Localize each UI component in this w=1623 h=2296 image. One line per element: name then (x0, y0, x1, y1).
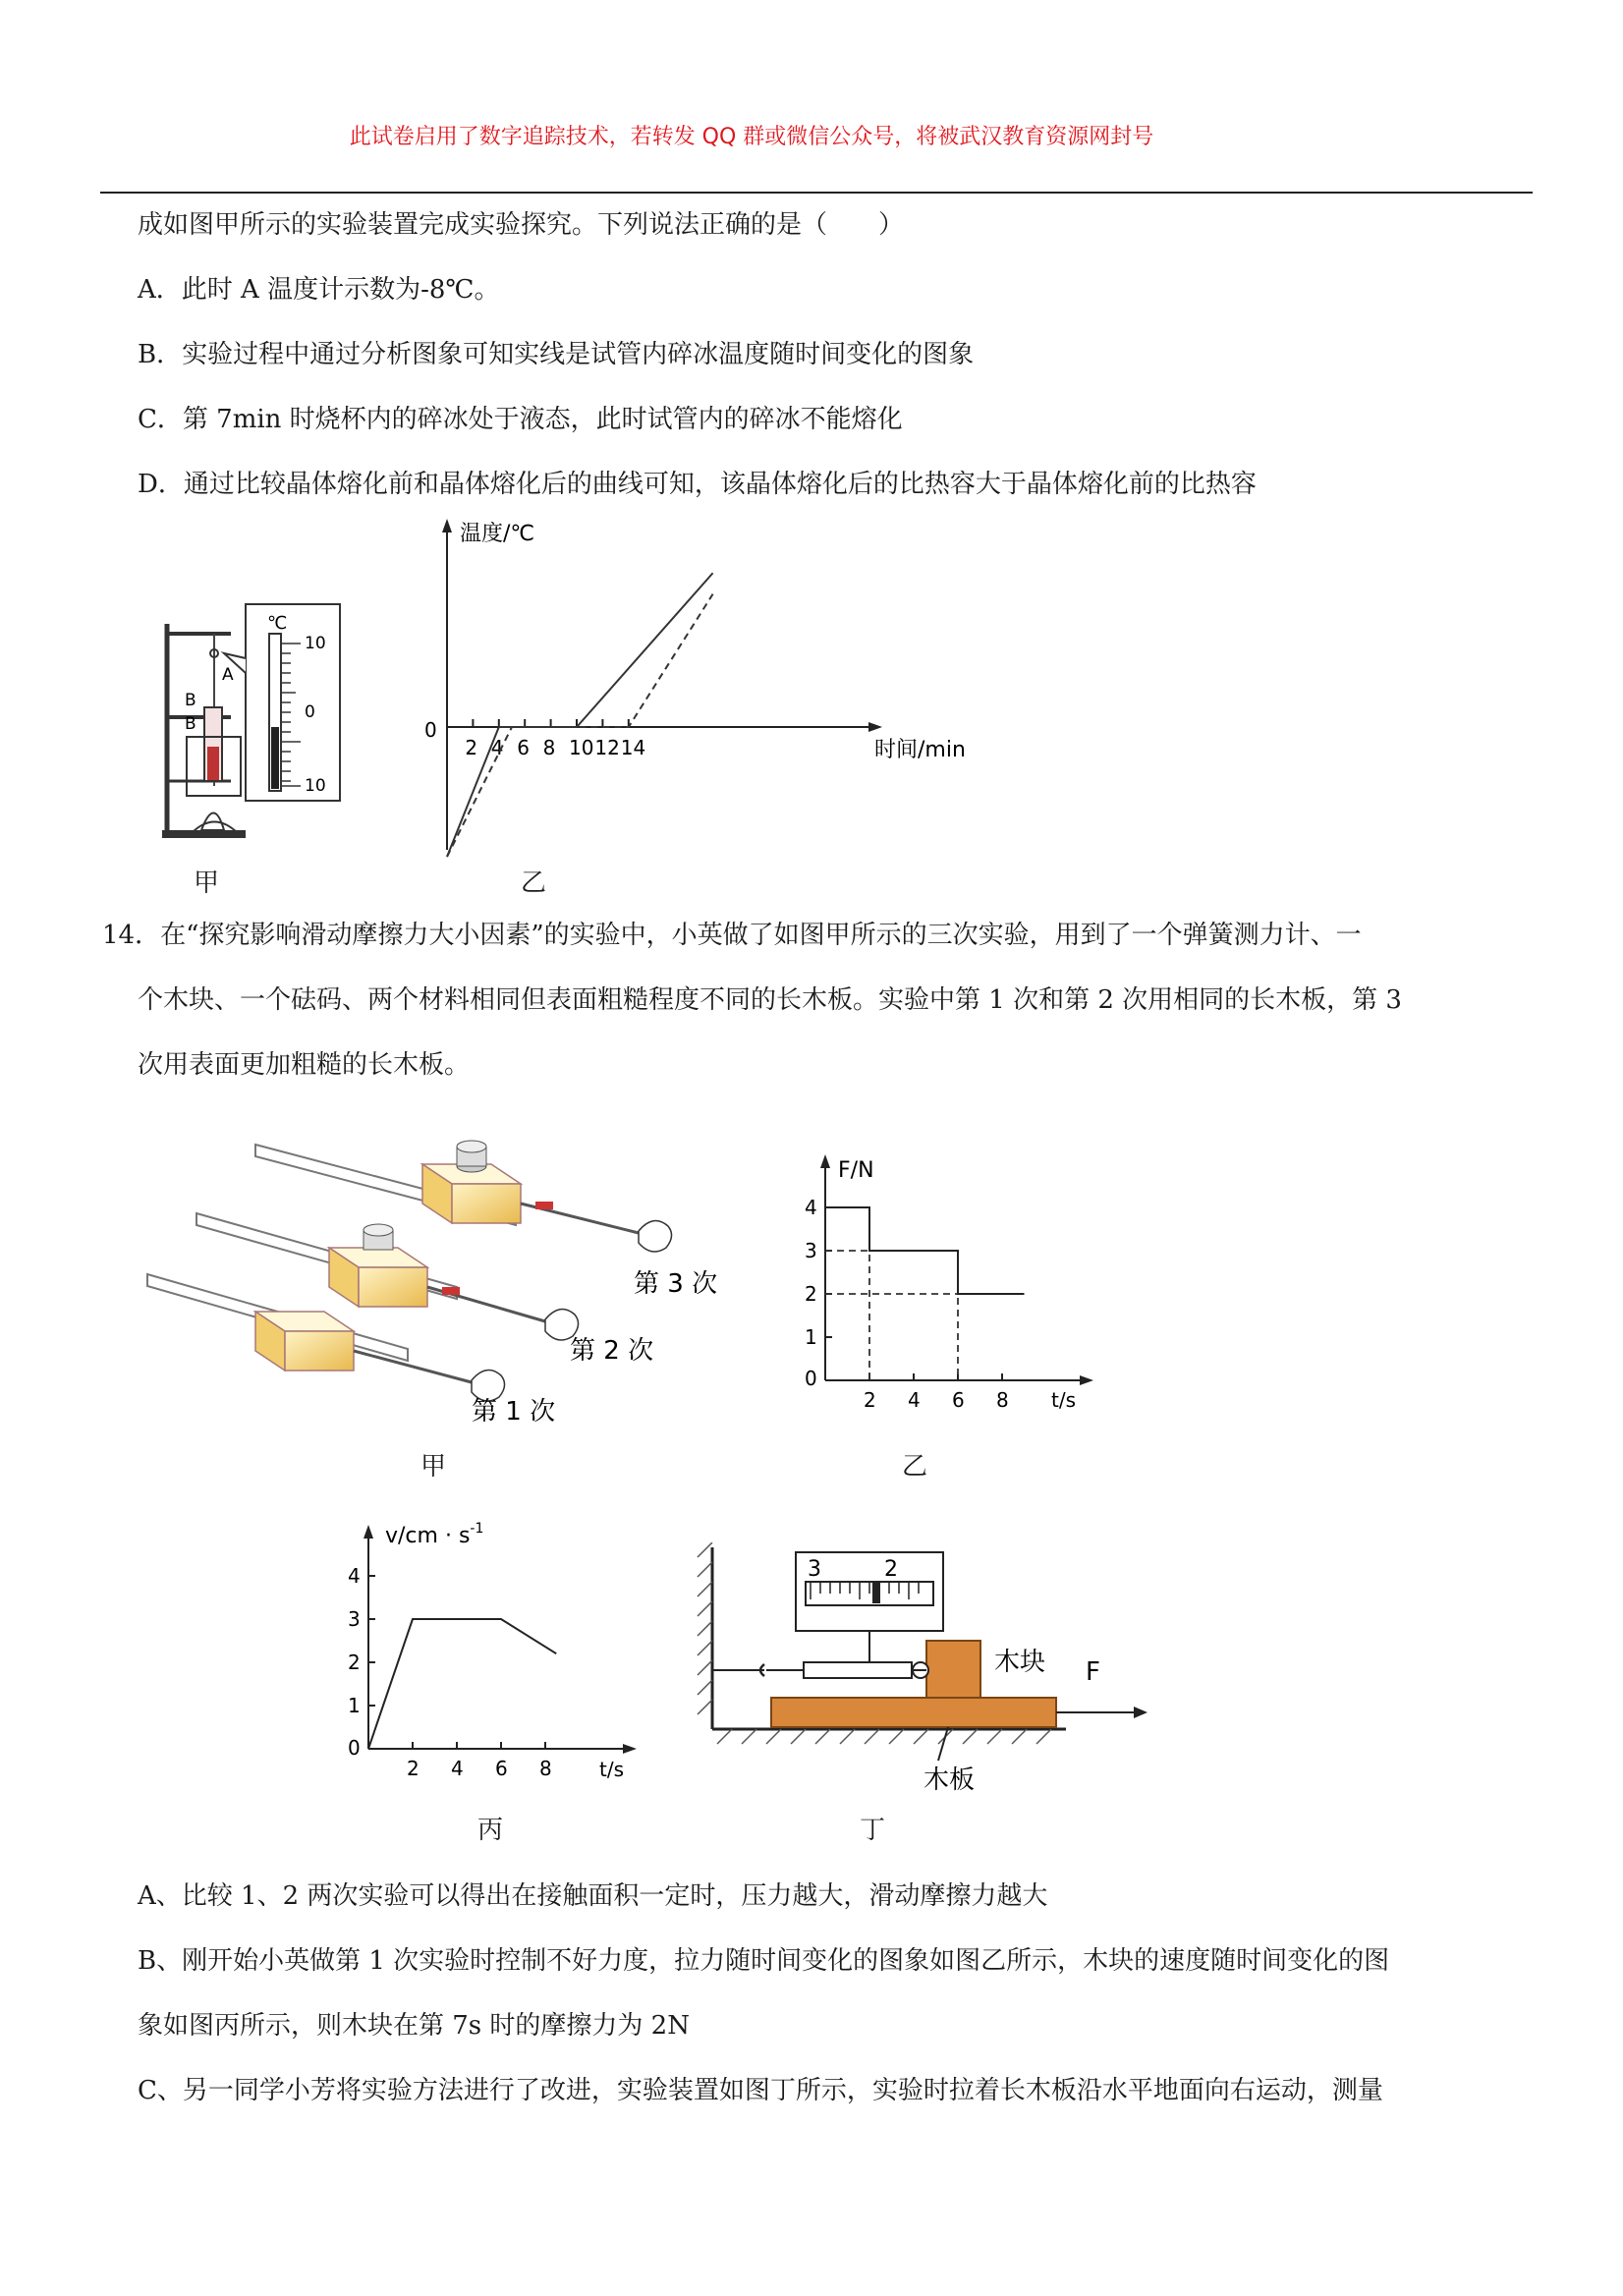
temperature-y-label: 温度/℃ (460, 522, 535, 546)
q14-caption-ding: 丁 (860, 1816, 886, 1845)
scale-mark-3: 3 (808, 1557, 821, 1582)
dashed-series-line (447, 594, 713, 857)
q13-option-c: C．第 7min 时烧杯内的碎冰处于液态，此时试管内的碎冰不能熔化 (138, 405, 903, 434)
q13-option-a: A．此时 A 温度计示数为-8℃。 (138, 275, 500, 305)
trial2-label: 第 2 次 (570, 1336, 654, 1366)
scale-mark-2: 2 (884, 1557, 898, 1582)
x-tick-label: 8 (539, 1757, 552, 1778)
trial3-label: 第 3 次 (634, 1269, 718, 1299)
q14-trials-figure (138, 1115, 766, 1434)
y-tick-label: 4 (348, 1564, 361, 1588)
q14-option-b-line1: B、刚开始小英做第 1 次实验时控制不好力度，拉力随时间变化的图象如图乙所示，木块的速度随时间变化的图 (138, 1946, 1390, 1976)
x-tick-label: 2 (864, 1388, 876, 1412)
label-b1: B (185, 691, 196, 710)
x-tick-label: 4 (908, 1388, 921, 1412)
x-tick-label: 4 (490, 736, 504, 759)
q13-caption-yi: 乙 (521, 868, 547, 898)
y-tick-label: 3 (805, 1239, 817, 1262)
temperature-origin: 0 (424, 718, 437, 742)
board-label: 木板 (923, 1765, 976, 1795)
force-origin: 0 (805, 1367, 817, 1390)
q14-force-chart (791, 1149, 1105, 1415)
q14-option-b-line2: 象如图丙所示，则木块在第 7s 时的摩擦力为 2N (138, 2011, 690, 2041)
q14-option-c: C、另一同学小芳将实验方法进行了改进，实验装置如图丁所示，实验时拉着长木板沿水平地面向右运动，测量 (138, 2076, 1383, 2105)
trial1-label: 第 1 次 (472, 1397, 556, 1427)
thermometer-unit: ℃ (267, 613, 288, 634)
q14-stem-line3: 次用表面更加粗糙的长木板。 (138, 1050, 471, 1080)
x-tick-label: 2 (465, 736, 478, 759)
q14-improved-setup-figure (688, 1542, 1159, 1808)
thermometer-tick-top: 10 (305, 634, 326, 653)
q13-option-b: B．实验过程中通过分析图象可知实线是试管内碎冰温度随时间变化的图象 (138, 340, 975, 369)
x-tick-label: 10 (569, 736, 594, 759)
y-tick-label: 1 (348, 1694, 361, 1717)
thermometer-tick-mid: 0 (305, 702, 315, 722)
q13-option-d: D．通过比较晶体熔化前和晶体熔化后的曲线可知，该晶体熔化后的比热容大于晶体熔化前的比热容 (138, 470, 1257, 499)
y-tick-label: 4 (805, 1196, 817, 1219)
x-tick-label: 8 (542, 736, 556, 759)
x-tick-label: 12 (594, 736, 620, 759)
q14-stem-line1: 14．在“探究影响滑动摩擦力大小因素”的实验中，小英做了如图甲所示的三次实验，用到了一个弹簧测力计、一 (102, 921, 1362, 950)
q13-temperature-chart (413, 511, 1002, 865)
label-a: A (222, 665, 234, 685)
thermometer-tick-bottom: 10 (305, 776, 326, 796)
y-tick-label: 2 (348, 1651, 361, 1674)
x-tick-label: 6 (495, 1757, 508, 1778)
x-tick-label: 14 (620, 736, 646, 759)
label-b2: B (185, 714, 196, 734)
x-tick-label: 6 (517, 736, 530, 759)
q14-velocity-chart (334, 1513, 648, 1778)
force-label: F (1086, 1657, 1100, 1687)
velocity-origin: 0 (348, 1736, 361, 1760)
q14-caption-jia: 甲 (420, 1452, 447, 1482)
velocity-x-label: t/s (599, 1758, 624, 1778)
velocity-series-line (368, 1619, 556, 1749)
q13-apparatus-figure (147, 589, 354, 855)
time-x-label: 时间/min (874, 738, 966, 762)
force-x-label: t/s (1051, 1388, 1076, 1412)
x-tick-label: 2 (407, 1757, 420, 1778)
q13-lead: 成如图甲所示的实验装置完成实验探究。下列说法正确的是（ ） (138, 210, 905, 240)
header-rule (100, 192, 1533, 194)
q14-caption-bing: 丙 (477, 1816, 504, 1845)
q14-caption-yi: 乙 (902, 1452, 928, 1482)
velocity-y-label: $v/cm \cdot s^{-1}$ (385, 1521, 484, 1548)
force-y-label: F/N (838, 1158, 874, 1183)
x-tick-label: 8 (996, 1388, 1009, 1412)
q14-stem-line2: 个木块、一个砝码、两个材料相同但表面粗糙程度不同的长木板。实验中第 1 次和第 2 次用相同的长木板，第 3 (138, 985, 1402, 1015)
y-tick-label: 3 (348, 1607, 361, 1631)
q14-option-a: A、比较 1、2 两次实验可以得出在接触面积一定时，压力越大，滑动摩擦力越大 (138, 1881, 1048, 1911)
block-label: 木块 (994, 1648, 1046, 1677)
x-tick-label: 6 (952, 1388, 965, 1412)
x-tick-label: 4 (451, 1757, 464, 1778)
q13-caption-jia: 甲 (194, 868, 220, 898)
solid-series-line (447, 573, 713, 857)
y-tick-label: 1 (805, 1325, 817, 1349)
watermark-banner: 此试卷启用了数字追踪技术，若转发 QQ 群或微信公众号，将被武汉教育资源网封号 (349, 125, 1154, 149)
y-tick-label: 2 (805, 1282, 817, 1306)
